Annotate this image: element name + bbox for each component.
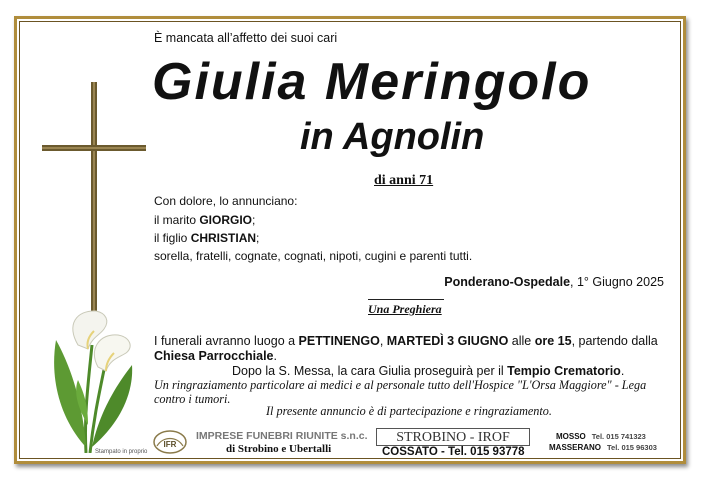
intro-text: È mancata all’affetto dei suoi cari (154, 31, 338, 45)
prayer-text: Una Preghiera (368, 302, 442, 316)
calla-lily-icon (48, 305, 138, 453)
announce-line-4: sorella, fratelli, cognate, cognati, nipoti, cugini e parenti tutti. (154, 249, 473, 263)
thanks-line-1: Un ringraziamento particolare ai medici e al personale tutto dell'Hospice "L'Orsa Maggiore" - Lega (154, 378, 647, 392)
printed-note: Stampato in proprio (95, 449, 148, 455)
funeral-line-3: Dopo la S. Messa, la cara Giulia proseguirà per il Tempio Crematorio. (232, 364, 625, 378)
svg-text:IFR: IFR (163, 440, 177, 449)
masserano-contact: MASSERANO Tel. 015 96303 (549, 443, 657, 452)
place-date: Ponderano-Ospedale, 1° Giugno 2025 (444, 275, 664, 289)
notice-text: Il presente annuncio è di partecipazione e ringraziamento. (266, 404, 552, 418)
funeral-line-1: I funerali avranno luogo a PETTINENGO, MARTEDÌ 3 GIUGNO alle ore 15, partendo dalla (154, 334, 658, 348)
cross-icon (40, 82, 150, 312)
married-name: in Agnolin (300, 116, 485, 158)
deceased-name: Giulia Meringolo (152, 53, 592, 111)
funeral-line-2: Chiesa Parrocchiale. (154, 349, 277, 363)
company-name: IMPRESE FUNEBRI RIUNITE s.n.c. (196, 430, 368, 442)
announce-line-3: il figlio CHRISTIAN; (154, 231, 260, 245)
announce-line-2: il marito GIORGIO; (154, 213, 256, 227)
announce-line-1: Con dolore, lo annunciano: (154, 194, 298, 208)
company-subtitle: di Strobino e Ubertalli (226, 443, 332, 455)
cossato-contact: COSSATO - Tel. 015 93778 (382, 446, 525, 458)
company-logo-icon (153, 430, 187, 454)
prayer-divider (368, 299, 444, 300)
thanks-line-2: contro i tumori. (154, 392, 231, 406)
age-text: di anni 71 (374, 173, 434, 188)
mosso-contact: MOSSO Tel. 015 741323 (556, 432, 646, 441)
strobino-box: STROBINO - IROF (376, 428, 530, 446)
